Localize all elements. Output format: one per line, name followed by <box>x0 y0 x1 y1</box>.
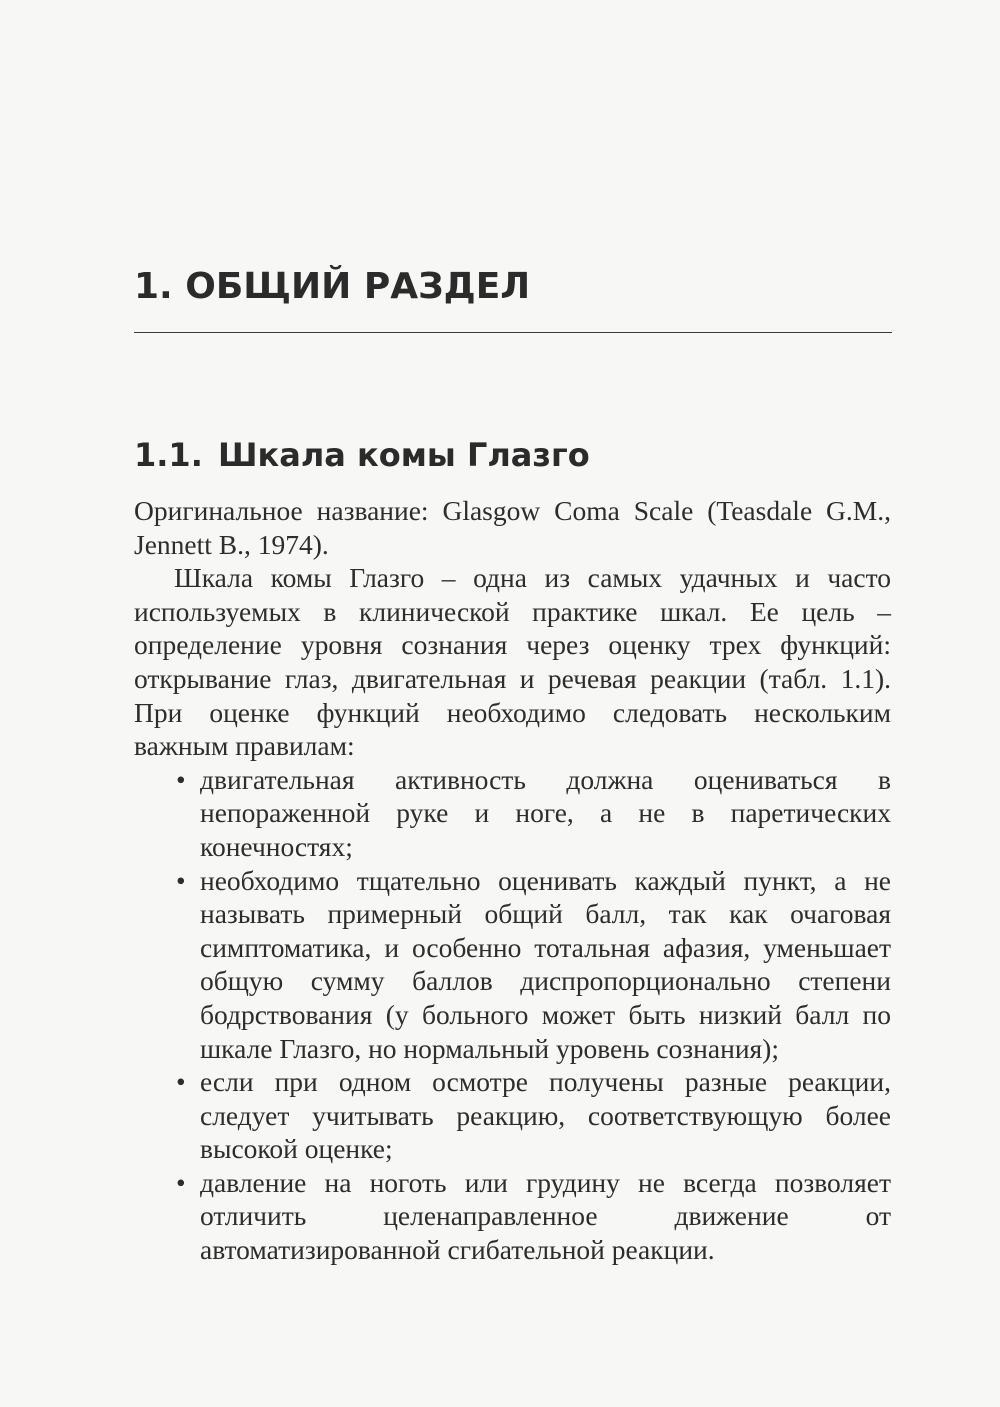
chapter-title: 1. ОБЩИЙ РАЗДЕЛ <box>134 266 531 307</box>
bullet-icon: • <box>176 1066 186 1098</box>
bullet-icon: • <box>176 763 186 795</box>
bullet-icon: • <box>176 864 186 896</box>
section-body <box>134 494 891 1267</box>
list-item <box>134 864 891 1066</box>
original-name-paragraph: Оригинальное название: Glasgow Coma Scale (Teasdale G.M., Jennett B., 1974). <box>134 495 891 560</box>
list-item-text: двигательная активность должна оцениваться в непораженной руке и ноге, а не в паретических конечностях; <box>200 763 891 862</box>
rules-list <box>134 763 891 1267</box>
section-title: Шкала комы Глазго <box>218 436 590 474</box>
list-item-text: давление на ноготь или грудину не всегда позволяет отличить целенаправленное движение от автоматизированной сгибательной реакции. <box>200 1166 891 1266</box>
list-item <box>134 1166 891 1267</box>
bullet-icon: • <box>176 1166 186 1198</box>
list-item <box>134 763 891 864</box>
chapter-divider <box>134 332 892 333</box>
list-item <box>134 1065 891 1166</box>
list-item-text: если при одном осмотре получены разные реакции, следует учитывать реакцию, соответствующую более высокой оценке; <box>200 1066 891 1165</box>
section-heading <box>134 436 590 474</box>
intro-paragraph: Шкала комы Глазго – одна из самых удачных и часто используемых в клинической практике шкал. Ее цель – определение уровня сознания через оценку трех функций: открывание глаз, двигательная и речевая реакции (табл. 1.1). При оценке функций необходимо следовать нескольким важным правилам: <box>134 562 891 762</box>
list-item-text: необходимо тщательно оценивать каждый пункт, а не называть примерный общий балл, так как очаговая симптоматика, и особенно тотальная афазия, уменьшает общую сумму баллов диспропорционально степени бодрствования (у больного может быть низкий балл по шкале Глазго, но нормальный уровень сознания); <box>200 864 891 1064</box>
section-number: 1.1. <box>134 436 203 474</box>
